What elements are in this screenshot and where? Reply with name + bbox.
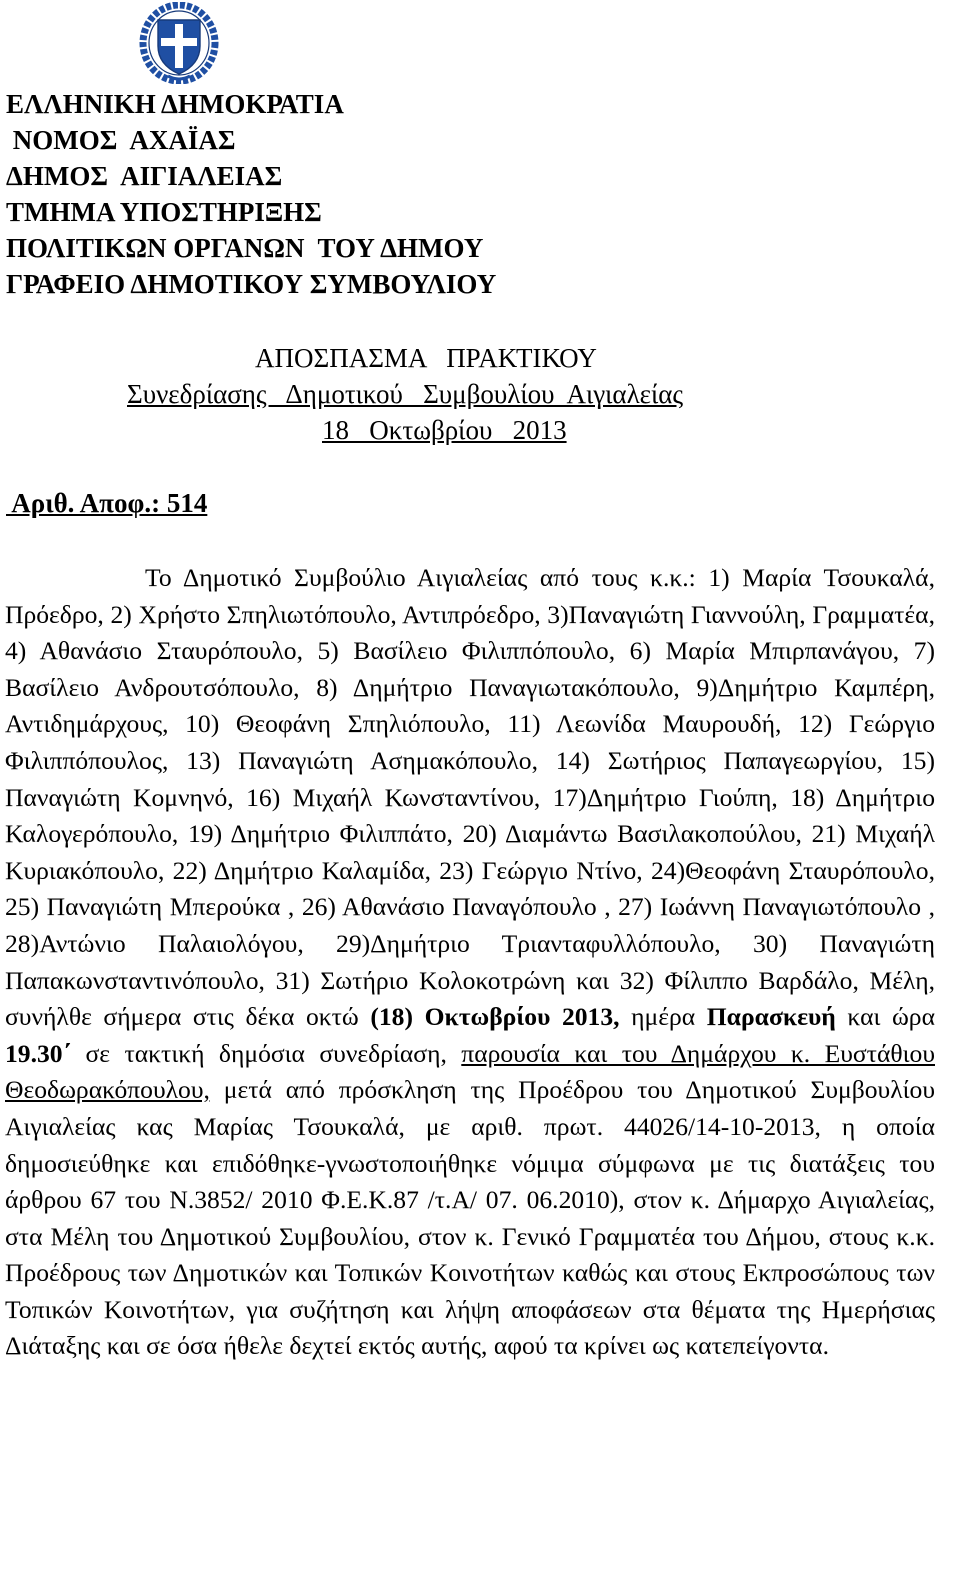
greek-coat-of-arms-icon <box>138 2 220 84</box>
header-line-department: ΤΜΗΜΑ ΥΠΟΣΤΗΡΙΞΗΣ <box>6 197 322 227</box>
body-members-text: Το Δημοτικό Συμβούλιο Αιγιαλείας από τους κ.κ.: 1) Μαρία Τσουκαλά, Πρόεδρο, 2) Χρήστο Σπηλιωτόπουλο, Αντιπρόεδρο, 3)Παναγιώτη Γιαννούλη, Γραμματέα, 4) Αθανάσιο Σταυρόπουλο, 5) Βασίλειο Φιλιππόπουλο, 6) Μαρία Μπιρπανάγου, 7) Βασίλειο Ανδρουτσόπουλο, 8) Δημήτριο Παναγιωτακόπουλο, 9)Δημήτριο Καμπέρη, Αντιδημάρχους, 10) Θεοφάνη Σπηλιόπουλο, 11) Λεωνίδα Μαυρουδή, 12) Γεώργιο Φιλιππόπουλος, 13) Παναγιώτη Ασημακόπουλο, 14) Σωτήριος Παπαγεωργίου, 15) Παναγιώτη Κομνηνό, 16) Μιχαήλ Κωνσταντίνου, 17)Δημήτριο Γιούπη, 18) Δημήτριο Καλογερόπουλο, 19) Δημήτριο Φιλιππάτο, 20) Διαμάντω Βασιλακοπούλου, 21) Μιχαήλ Κυριακόπουλο, 22) Δημήτριο Καλαμίδα, 23) Γεώργιο Ντίνο, 24)Θεοφάνη Σταυρόπουλο, 25) Παναγιώτη Μπερούκα , 26) Αθανάσιο Παναγόπουλο , 27) Ιωάννη Παναγιωτόπουλο , 28)Αντώνιο Παλαιολόγου, 29)Δημήτριο Τριανταφυλλόπουλο, 30) Παναγιώτη Παπακωνσταντινόπουλο, 31) Σωτήριο Κολοκοτρώνη και 32) Φίλιππο Βαρδάλο, Μέλη, συνήλθε σήμερα στις δέκα οκτώ <box>5 563 935 1032</box>
header-line-office: ΓΡΑΦΕΙΟ ΔΗΜΟΤΙΚΟΥ ΣΥΜΒΟΥΛΙΟΥ <box>6 269 497 299</box>
header-line-organs: ΠΟΛΙΤΙΚΩΝ ΟΡΓΑΝΩΝ ΤΟΥ ΔΗΜΟΥ <box>6 233 484 263</box>
header-line-prefecture: ΝΟΜΟΣ ΑΧΑΪΑΣ <box>6 125 236 155</box>
body-time-bold: 19.30΄ <box>5 1038 72 1068</box>
decision-number: Αριθ. Αποφ.: 514 <box>6 488 208 518</box>
body-day-bold: Παρασκευή <box>706 1002 836 1032</box>
title-session: Συνεδρίασης Δημοτικού Συμβουλίου Αιγιαλείας <box>127 379 684 409</box>
body-invitation-text: μετά από πρόσκληση της Προέδρου του Δημοτικού Συμβουλίου Αιγιαλείας κας Μαρίας Τσουκαλά, με αριθ. πρωτ. 44026/14-10-2013, η οποία δημοσιεύθηκε και επιδόθηκε-γνωστοποιήθηκε νόμιμα σύμφωνα με τις διατάξεις του άρθρου 67 του Ν.3852/ 2010 Φ.Ε.Κ.87 /τ.Α/ 07. 06.2010), στον κ. Δήμαρχο Αιγιαλείας, στα Μέλη του Δημοτικού Συμβουλίου, στον κ. Γενικό Γραμματέα του Δήμου, στους κ.κ. Προέδρους των Δημοτικών και Τοπικών Κοινοτήτων καθώς και στους Εκπροσώπους των Τοπικών Κοινοτήτων, για συζήτηση και λήψη αποφάσεων στα θέματα της Ημερήσιας Διάταξης και σε όσα ήθελε δεχτεί εκτός αυτής, αφού τα κρίνει ως κατεπείγοντα. <box>5 1075 935 1361</box>
body-session-text: σε τακτική δημόσια συνεδρίαση, <box>85 1038 462 1068</box>
body-paragraph <box>5 560 935 1365</box>
body-day-prefix: ημέρα <box>631 1002 696 1032</box>
body-presence-underlined: παρουσία και του Δημάρχου κ. Ευστάθιου Θεοδωρακόπουλου, <box>5 1038 935 1105</box>
header-line-municipality: ΔΗΜΟΣ ΑΙΓΙΑΛΕΙΑΣ <box>6 161 283 191</box>
body-time-prefix: και ώρα <box>847 1002 935 1032</box>
body-date-bold: (18) Οκτωβρίου 2013, <box>370 1002 620 1032</box>
title-main: ΑΠΟΣΠΑΣΜΑ ΠΡΑΚΤΙΚΟΥ <box>255 343 597 373</box>
header-line-country: ΕΛΛΗΝΙΚΗ ΔΗΜΟΚΡΑΤΙΑ <box>6 89 344 119</box>
title-date: 18 Οκτωβρίου 2013 <box>322 415 567 445</box>
